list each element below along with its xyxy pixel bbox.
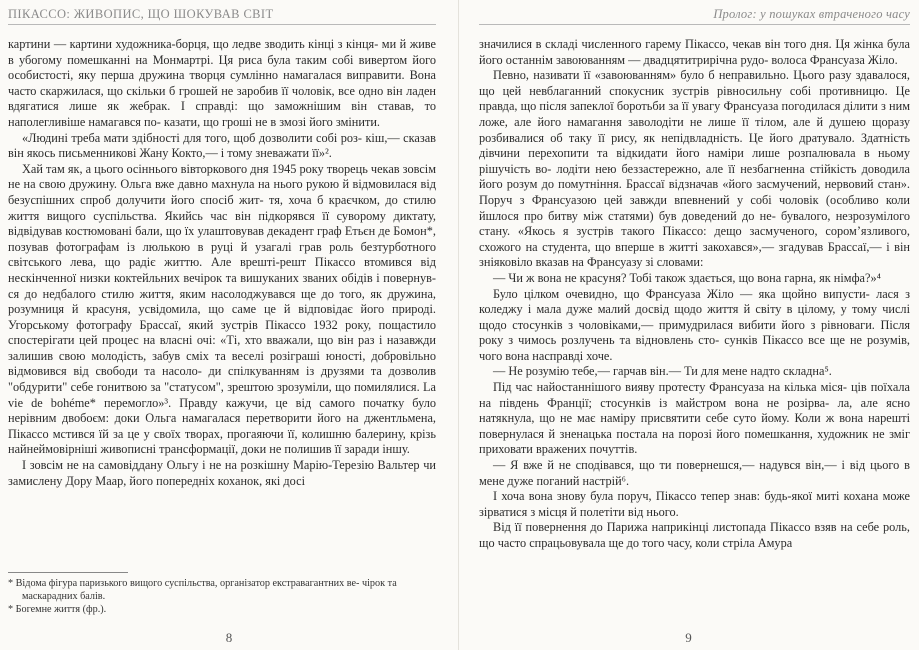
footnote: * Богемне життя (фр.).	[8, 604, 107, 615]
paragraph: — Чи ж вона не красуня? Тобі також здається, що вона гарна, як німфа?»⁴	[493, 270, 881, 285]
footnote: * Відома фігура паризького вищого суспільства, організатор екстравагантних ве- чірок та маскарадних балів.	[8, 578, 397, 602]
right-page	[459, 0, 918, 650]
paragraph: Під час найостаннішого вияву протесту Франсуаза на кілька міся- ців поїхала на південь Франції; стосунків із майстром вона не розірва- ла, але ясно натякнула, що не має наміру присвятити себе сутo йому. Коли ж вона нарешті повернулася й зненацька постала на порозі його помешкання, художник не зміг приховати вражених почуттів.	[479, 380, 910, 457]
running-header-left: ПІКАССО: ЖИВОПИС, ЩО ШОКУВАВ СВІТ	[8, 0, 436, 25]
left-body-text	[8, 37, 436, 489]
paragraph: — Не розумію тебе,— гарчав він.— Ти для мене надто складна⁵.	[493, 364, 832, 379]
page-number-right: 9	[685, 630, 692, 645]
paragraph: Хай там як, а цього осіннього вівторкового дня 1945 року творець чекав зовсім не на свою дружину. Ольга вже давно махнула на нього рукою й відмовилася від безуспішних спроб долучити його спосіб жит- тя, хоча б краєчком, до стилю життя вищого суспільства. Якийсь час він підкорявся її суворому диктату, відвідував костюмовані бали, що їх улаштовував декадент граф Етьєн де Бомон*, позував фотографам із люлькою в руці й узагалі грав роль безтурботного світського лева, що радіє життю. Але врешті-решт Пікассо втомився від нескінченної низки коктейльних вечірок та вишуканих званих обідів і повернув- ся до недбалого стилю життя, яким насолоджувався ще до того, як дружина, розумниця й красуня, усвідомила, що саме це й відповідає його природі. Угорському фотографу Брассаї, який зустрів Пікассо 1932 року, пощастило спостерігати цей процес на власні очі: «Ті, хто вважали, що він раз і назавжди залишив свою молодість, забув сміх та веселі розіграші юності, добровільно відмовився від свободи та насоло- ди спілкуванням із друзями та дозволив "обдурити" себе гонитвою за "статусом", зрештою зрозуміли, що помилялися. La vie de bohéme* перемогло»³. Правду кажучи, це від самого початку було нерівним двобоєм: доки Ольга намагалася перетворити його на джентльмена, Пікассо мстився їй за це у своїх творах, прогаяючи її, колишню балерину, крізь найнеймовірніші живописні трансформації, доки не полишив її заради іншу.	[8, 161, 436, 457]
paragraph: значилися в складі численного гарему Пікассо, чекав він того дня. Ця жінка була його останнім завоюванням — двадцятитрирічна рудо- волоса Франсуаза Жіло.	[479, 37, 910, 67]
paragraph: — Я вже й не сподівався, що ти повернешся,— надувся він,— і від цього в мене дуже поганий настрій⁶.	[479, 458, 910, 488]
paragraph: картини — картини художника-борця, що ледве зводить кінці з кінця- ми й живе в убогому помешканні на Монмартрі. Ця риса була таким собі вивертом його особистості, яку перша дружина творця сумлінно намагалася виправити. Вона часто скаржилася, що скільки б грошей не заробив її чоловік, все одно він ладен вдягатися лише як жебрак. І справді: що заможнішим він ставав, то наполегливіше намагався по- казати, що гроші не в змозі його змінити.	[8, 37, 436, 129]
paragraph: І хоча вона знову була поруч, Пікассо тепер знав: будь-якої миті кохана може зірватися з місця й полетіти від нього.	[479, 489, 910, 519]
footnotes	[8, 572, 436, 616]
paragraph: Від її повернення до Парижа наприкінці листопада Пікассо взяв на себе роль, що часто спрацьовувала ще до того часу, коли стріла Амура	[479, 520, 910, 550]
footnote-rule	[8, 572, 128, 573]
left-page	[0, 0, 459, 650]
page-number-left: 8	[225, 630, 233, 645]
paragraph: «Людині треба мати здібності для того, щоб дозволити собі роз- кіш,— сказав він якось письменникові Жану Кокто,— і тому зневажати її»².	[8, 130, 436, 161]
paragraph: І зовсім не на самовіддану Ольгу і не на розкішну Марію-Терезію Вальтер чи замислену Дору Маар, його попередніх коханок, які досі	[8, 458, 436, 488]
paragraph: Було цілком очевидно, що Франсуаза Жіло — яка щойно випусти- лася з коледжу і мала дуже малий досвід щодо життя й світу в цілому, у тому числі щодо стосунків з чоловіками,— примудрилася вибити його з рівноваги. Після року з чимось розлучень та відновлень сто- сунків Пікассо все ще не розумів, чого вона насправді хоче.	[479, 286, 910, 363]
right-body-text	[479, 37, 910, 552]
running-header-right: Пролог: у пошуках втраченого часу	[479, 0, 910, 25]
paragraph: Певно, називати її «завоюванням» було б неправильно. Цього разу здавалося, що цей невблаганний спокусник зустрів рівносильну собі противницю. Це правда, що після запеклої боротьби за її увагу Франсуаза погодилася ділити з ним ложе, але його намагання заволодіти не лише її тілом, але й душею щоразу розбивалися об таку її рису, як непідвладність. Це його дратувало. Здатність дівчини перехопити та відкидати його наміри лише розпалювала в ньому рішучість во- лодіти нею беззастережно, але її незбагненна стійкість доводила його розум до помутніння. Брассаї відзначав «його засмучений, нервовий стан». Поруч з Франсуазою цей завжди впевнений у собі чоловік (особливо коли йшлося про битву між статями) був доведений до не- бувалого, незрозумілого стану. «Якось я зустрів такого Пікассо: дещо засмученого, сором’язливого, схожого на студента, що вперше в житті закохався»,— згадував Брассаї,— і він зніяковіло вказав на Франсуазу зі словами:	[479, 68, 910, 270]
